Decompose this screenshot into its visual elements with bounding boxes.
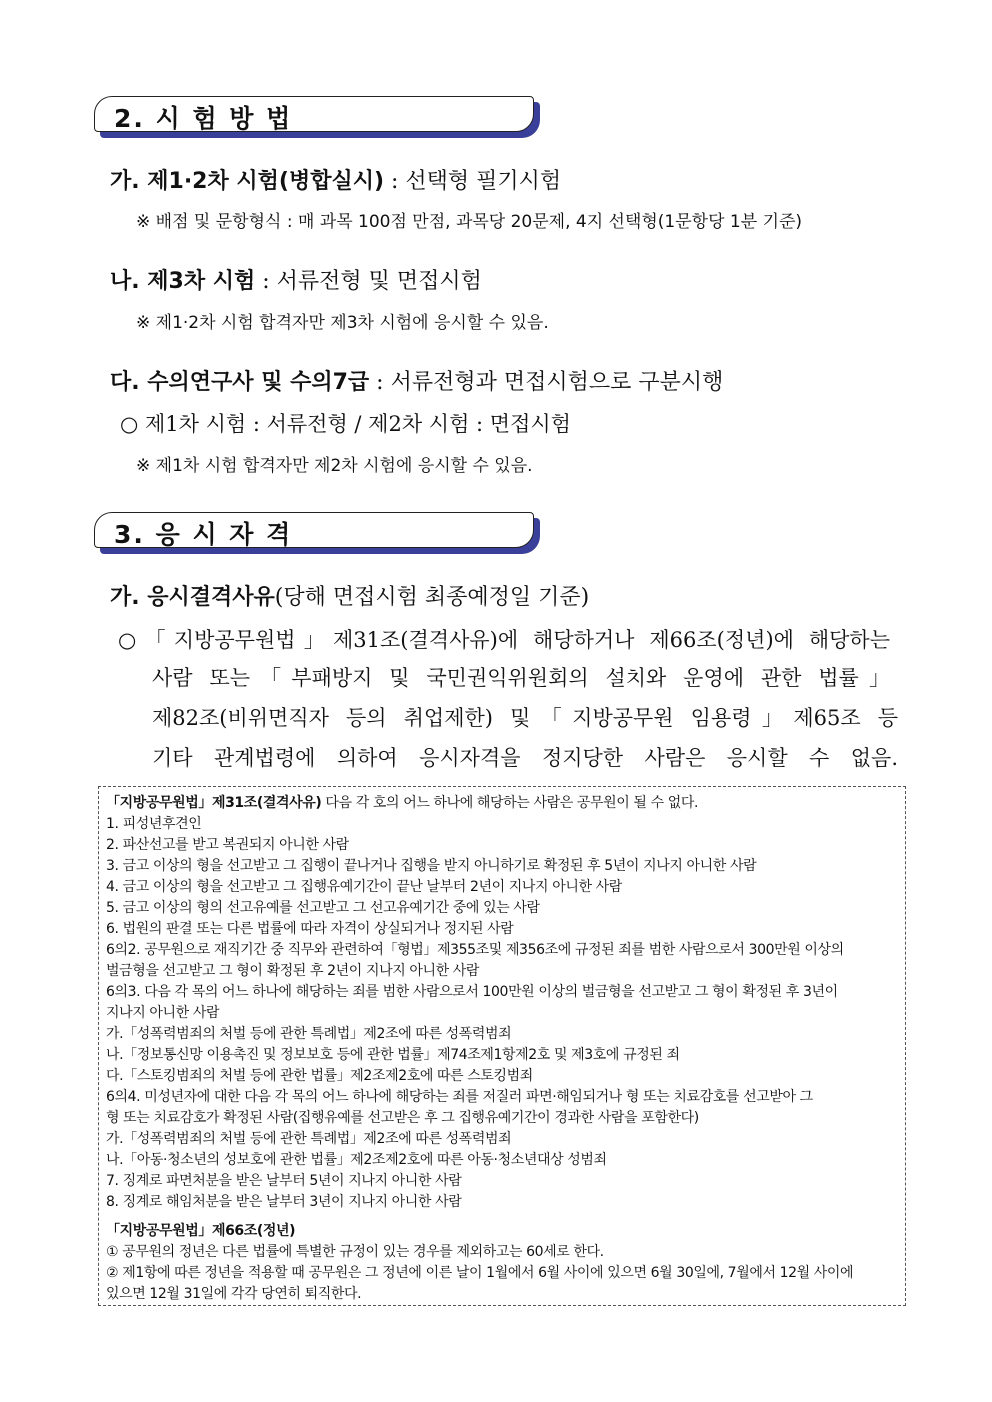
section-2a-note: ※ 배점 및 문항형식 : 매 과목 100점 만점, 과목당 20문제, 4지 선택형(1문항당 1분 기준) <box>136 212 803 232</box>
law31-line: 2. 파산선고를 받고 복권되지 아니한 사람 <box>106 837 349 853</box>
section-3a-desc: (당해 면접시험 최종예정일 기준) <box>274 585 590 610</box>
law31-heading <box>106 792 698 812</box>
law31-line: 3. 금고 이상의 형을 선고받고 그 집행이 끝나거나 집행을 받지 아니하기로 확정된 후 5년이 지나지 아니한 사람 <box>106 858 757 874</box>
law31-line: 5. 금고 이상의 형의 선고유예를 선고받고 그 선고유예기간 중에 있는 사람 <box>106 900 540 916</box>
law31-line: 6의3. 다음 각 목의 어느 하나에 해당하는 죄를 범한 사람으로서 100만원 이상의 벌금형을 선고받고 그 형이 확정된 후 3년이 <box>106 984 838 1000</box>
section-2c-desc: : 서류전형과 면접시험으로 구분시행 <box>369 370 724 395</box>
law66-line: ② 제1항에 따른 정년을 적용할 때 공무원은 그 정년에 이른 날이 1월에서 6월 사이에 있으면 6월 30일에, 7월에서 12월 사이에 <box>106 1265 854 1281</box>
law31-line: 형 또는 치료감호가 확정된 사람(집행유예를 선고받은 후 그 집행유예기간이 경과한 사람을 포함한다) <box>106 1110 699 1126</box>
law66-line: 있으면 12월 31일에 각각 당연히 퇴직한다. <box>106 1286 362 1302</box>
section-3a-label: 가. 응시결격사유 <box>110 585 275 610</box>
law31-line: 다.「스토킹범죄의 처벌 등에 관한 법률」제2조제2호에 따른 스토킹범죄 <box>106 1068 533 1084</box>
section-2b-label: 나. 제3차 시험 <box>110 269 256 294</box>
law31-title: 「지방공무원법」제31조(결격사유) <box>106 795 322 811</box>
law66-line: ① 공무원의 정년은 다른 법률에 특별한 규정이 있는 경우를 제외하고는 60세로 한다. <box>106 1244 604 1260</box>
section-3a-para-line-3: 제82조(비위면직자 등의 취업제한) 및「지방공무원 임용령」제65조 등 <box>152 706 898 730</box>
section-2b-desc: : 서류전형 및 면접시험 <box>255 269 482 294</box>
section-3a-para-line-4: 기타 관계법령에 의하여 응시자격을 정지당한 사람은 응시할 수 없음. <box>152 746 898 770</box>
section-2c-label: 다. 수의연구사 및 수의7급 <box>110 370 370 395</box>
section-2a-line <box>110 164 561 195</box>
law31-line: 6의2. 공무원으로 재직기간 중 직무와 관련하여「형법」제355조및 제356조에 규정된 죄를 범한 사람으로서 300만원 이상의 <box>106 942 844 958</box>
section-2a-label: 가. 제1·2차 시험(병합실시) <box>110 169 385 194</box>
law31-line: 나.「정보통신망 이용촉진 및 정보보호 등에 관한 법률」제74조제1항제2호 및 제3호에 규정된 죄 <box>106 1047 680 1063</box>
section-3a-para-line-2: 사람 또는「부패방지 및 국민권익위원회의 설치와 운영에 관한 법률」 <box>152 666 890 690</box>
law31-line: 4. 금고 이상의 형을 선고받고 그 집행유예기간이 끝난 날부터 2년이 지나지 아니한 사람 <box>106 879 622 895</box>
section-2a-desc: : 선택형 필기시험 <box>384 169 562 194</box>
section-3-title: 3. 응 시 자 격 <box>114 520 293 549</box>
section-2-header <box>94 96 540 138</box>
section-2-title: 2. 시 험 방 법 <box>114 104 293 133</box>
law31-line: 벌금형을 선고받고 그 형이 확정된 후 2년이 지나지 아니한 사람 <box>106 963 480 979</box>
law31-line: 7. 징계로 파면처분을 받은 날부터 5년이 지나지 아니한 사람 <box>106 1173 462 1189</box>
section-3a-line <box>110 580 589 611</box>
law31-intro: 다음 각 호의 어느 하나에 해당하는 사람은 공무원이 될 수 없다. <box>321 795 699 811</box>
law31-line: 지나지 아니한 사람 <box>106 1005 220 1021</box>
law31-line: 6의4. 미성년자에 대한 다음 각 목의 어느 하나에 해당하는 죄를 저질러 파면·해임되거나 형 또는 치료감호를 선고받아 그 <box>106 1089 813 1105</box>
law66-heading <box>106 1220 295 1240</box>
section-3a-para-line-1: ○「지방공무원법」제31조(결격사유)에 해당하거나 제66조(정년)에 해당하는 <box>118 628 890 652</box>
section-2b-line <box>110 264 482 295</box>
section-2c-bullet: ○ 제1차 시험 : 서류전형 / 제2차 시험 : 면접시험 <box>120 412 571 436</box>
law31-line: 1. 피성년후견인 <box>106 816 202 832</box>
law31-line: 나.「아동·청소년의 성보호에 관한 법률」제2조제2호에 따른 아동·청소년대상 성범죄 <box>106 1152 607 1168</box>
law31-line: 6. 법원의 판결 또는 다른 법률에 따라 자격이 상실되거나 정지된 사람 <box>106 921 514 937</box>
law31-line: 가.「성폭력범죄의 처벌 등에 관한 특례법」제2조에 따른 성폭력범죄 <box>106 1026 512 1042</box>
section-2c-line <box>110 365 723 396</box>
law31-line: 8. 징계로 해임처분을 받은 날부터 3년이 지나지 아니한 사람 <box>106 1194 462 1210</box>
section-2b-note: ※ 제1·2차 시험 합격자만 제3차 시험에 응시할 수 있음. <box>136 313 549 333</box>
law31-line: 가.「성폭력범죄의 처벌 등에 관한 특례법」제2조에 따른 성폭력범죄 <box>106 1131 512 1147</box>
section-2c-note: ※ 제1차 시험 합격자만 제2차 시험에 응시할 수 있음. <box>136 456 533 476</box>
law66-title: 「지방공무원법」제66조(정년) <box>106 1223 296 1239</box>
section-3-header <box>94 512 540 554</box>
